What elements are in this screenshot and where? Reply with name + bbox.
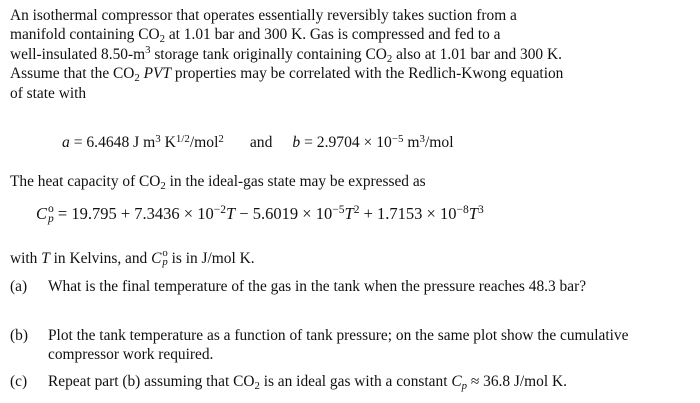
subscript-2: 2 [254, 379, 260, 392]
para3-T: T [41, 250, 50, 267]
eq2-var2: T [344, 204, 354, 223]
eq-b-exp: −5 [391, 132, 404, 145]
intro-line-3b: storage tank originally containing CO [150, 45, 387, 63]
eq-b-value: = 2.9704 × 10 [300, 134, 392, 151]
question-c-t3: ≈ 36.8 J/mol K. [466, 373, 567, 390]
question-c-t1: Repeat part (b) assuming that CO [48, 373, 255, 390]
cp-sup-inline: o [162, 246, 168, 259]
intro-line-2b: at 1.01 bar and 300 K. Gas is compressed and fed to a [165, 26, 501, 44]
question-c-text [48, 372, 690, 391]
intro-line-3a: well-insulated 8.50-m [10, 45, 146, 63]
para3-text-b: in Kelvins, and [49, 250, 152, 267]
eq-a-symbol: a [62, 134, 70, 151]
intro-line-4c: properties may be correlated with the Redlich-Kwong equation [171, 65, 564, 83]
cp-sub-inline: p [162, 256, 168, 269]
question-c-label: (c) [10, 373, 28, 390]
subscript-2: 2 [134, 71, 140, 84]
cp-sub: p [48, 213, 54, 226]
question-c [10, 372, 690, 391]
question-b [10, 326, 690, 365]
superscript-3: 3 [145, 44, 151, 57]
eq-b-unit2: /mol [424, 134, 454, 151]
cp-letter-inline: C [151, 250, 162, 267]
eq-b-exp2: 3 [419, 132, 425, 145]
question-c-cp: C [451, 373, 462, 390]
para3-text-c: is in J/mol K. [167, 250, 255, 267]
eq2-term3: + 1.7153 × 10 [359, 204, 457, 223]
intro-line-1: An isothermal compressor that operates essentially reversibly takes suction from a [10, 7, 517, 24]
equation-rk-constants [62, 132, 454, 154]
cp-ideal-symbol [36, 203, 54, 226]
subscript-2: 2 [159, 33, 165, 46]
para2-text-b: in the ideal-gas state may be expressed as [165, 173, 426, 190]
question-c-t2: is an ideal gas with a constant [259, 373, 452, 390]
subscript-2: 2 [160, 179, 166, 192]
question-b-label: (b) [10, 327, 28, 344]
question-a [10, 277, 690, 296]
eq2-term1: = 19.795 + 7.3436 × 10 [53, 204, 214, 223]
intro-line-5: of state with [10, 84, 87, 102]
para2-text-a: The heat capacity of CO [10, 173, 161, 190]
question-b-text: Plot the tank temperature as a function of tank pressure; on the same plot show the cumulative compressor work required. [48, 327, 629, 364]
pvt-italic: PVT [143, 65, 172, 83]
question-a-label: (a) [10, 278, 28, 295]
subscript-2: 2 [386, 52, 393, 65]
question-c-cp-sub: p [461, 379, 467, 392]
eq-a-exp3: 2 [218, 132, 224, 145]
eq-a-k: K [160, 134, 176, 151]
eq2-pow3: 3 [477, 204, 484, 217]
cp-ideal-symbol-inline [151, 246, 168, 269]
heat-capacity-paragraph [10, 172, 426, 191]
intro-line-4a: Assume that the CO [10, 65, 135, 83]
eq-a-exp2: 1/2 [175, 132, 190, 145]
cp-sup: o [48, 202, 54, 215]
question-a-text: What is the final temperature of the gas in the tank when the pressure reaches 48.3 bar? [48, 278, 587, 295]
eq-b-unit: m [403, 134, 420, 151]
eq2-pow2: 2 [353, 204, 360, 217]
eq2-var3: T [468, 204, 478, 223]
eq2-exp2: −5 [332, 204, 345, 217]
eq2-var1: T [226, 204, 236, 223]
eq2-exp1: −2 [213, 204, 227, 217]
cp-letter: C [36, 204, 48, 223]
intro-paragraph [10, 6, 690, 103]
eq-a-value: = 6.4648 J m [69, 134, 156, 151]
eq2-term2: − 5.6019 × 10 [235, 204, 333, 223]
eq-a-unit: /mol [189, 134, 219, 151]
eq-b-symbol: b [292, 134, 301, 151]
intro-line-2a: manifold containing CO [10, 26, 160, 44]
para3-text-a: with [10, 250, 42, 267]
eq2-exp3: −8 [456, 204, 469, 217]
eq-and: and [249, 134, 273, 151]
eq-a-exp1: 3 [155, 132, 161, 145]
units-paragraph [10, 246, 255, 269]
intro-line-3c: also at 1.01 bar and 300 K. [392, 45, 562, 63]
equation-heat-capacity [36, 203, 484, 226]
